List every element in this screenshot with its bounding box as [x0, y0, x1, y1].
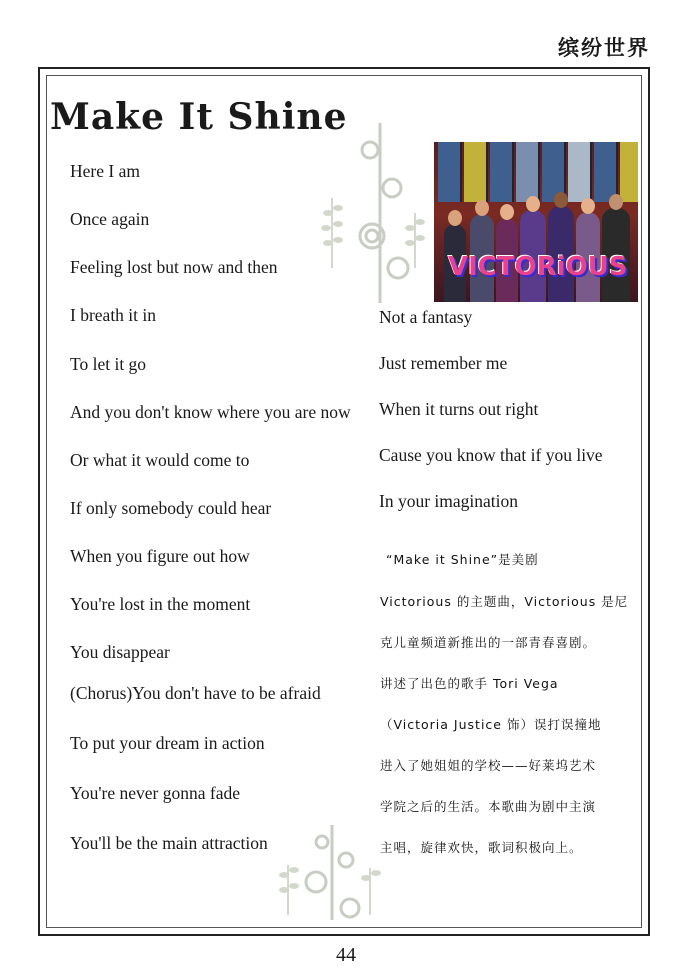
poster-logo: VICTORiOUS	[448, 252, 628, 282]
lyric-line: Not a fantasy	[379, 307, 473, 327]
lyric-line: You're lost in the moment	[70, 594, 251, 614]
lyric-line: You disappear	[70, 642, 170, 662]
lyric-line: In your imagination	[379, 491, 519, 511]
description-line: 克儿童频道新推出的一部青春喜剧。	[380, 635, 597, 650]
lyric-line: Feeling lost but now and then	[70, 257, 278, 277]
description-line: 进入了她姐姐的学校——好莱坞艺术	[380, 758, 597, 773]
lyric-line: Cause you know that if you live	[379, 445, 603, 465]
lyric-line: Once again	[70, 209, 150, 229]
song-title: Make It Shine	[50, 96, 348, 138]
lyric-line: When you figure out how	[70, 546, 250, 566]
lyric-line: To put your dream in action	[70, 733, 265, 753]
lyric-line: Just remember me	[379, 353, 508, 373]
lyric-line: You're never gonna fade	[70, 783, 241, 803]
description-line: “Make it Shine”是美剧	[386, 552, 539, 567]
description-line: 讲述了出色的歌手 Tori Vega	[380, 676, 559, 691]
description-line: （Victoria Justice 饰）误打误撞地	[380, 717, 602, 732]
description-line: Victorious 的主题曲，Victorious 是尼	[380, 594, 629, 609]
lyric-line: To let it go	[70, 354, 147, 374]
header-title: 缤纷世界	[558, 35, 650, 60]
lyric-line: Here I am	[70, 161, 140, 181]
lyric-line: If only somebody could hear	[70, 498, 272, 518]
victorious-poster-image	[434, 142, 638, 302]
lyric-line: Or what it would come to	[70, 450, 250, 470]
description-line: 主唱，旋律欢快，歌词积极向上。	[380, 840, 583, 855]
lyric-line: And you don't know where you are now	[70, 402, 351, 422]
description-line: 学院之后的生活。本歌曲为剧中主演	[380, 799, 597, 814]
page-number: 44	[336, 944, 356, 966]
swirl-plant-decoration-bottom	[270, 820, 390, 925]
lyric-line: (Chorus)You don't have to be afraid	[70, 683, 321, 703]
swirl-plant-decoration	[310, 118, 430, 308]
lyric-line: You'll be the main attraction	[70, 833, 268, 853]
lyric-line: I breath it in	[70, 305, 157, 325]
lyric-line: When it turns out right	[379, 399, 539, 419]
